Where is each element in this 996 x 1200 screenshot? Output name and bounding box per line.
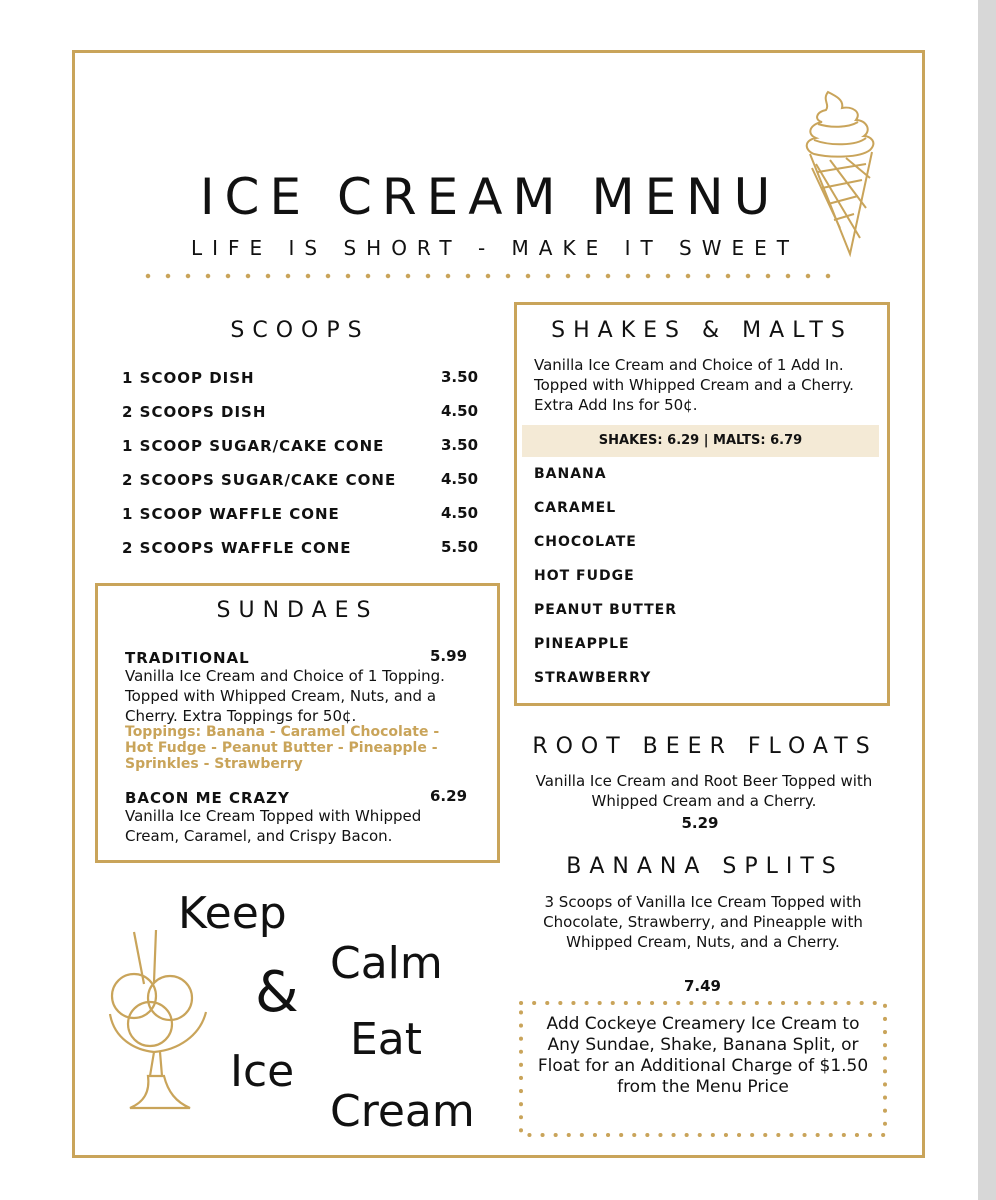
shakes-desc: Vanilla Ice Cream and Choice of 1 Add In. Topped with Whipped Cream and a Cherry. Extra Add Ins for 50¢. — [534, 356, 854, 414]
scoop-item-name: 1 SCOOP DISH — [122, 369, 255, 387]
keep-calm-text: Eat — [350, 1014, 423, 1065]
sundae-traditional-name: TRADITIONAL — [125, 649, 250, 667]
floats-title: ROOT BEER FLOATS — [532, 734, 878, 759]
shake-flavor: PINEAPPLE — [534, 636, 630, 652]
floats-price: 5.29 — [681, 814, 719, 832]
shake-flavor: HOT FUDGE — [534, 568, 635, 584]
shakes-price-bar: SHAKES: 6.29 | MALTS: 6.79 — [522, 425, 879, 457]
sundae-toppings-list: Toppings: Banana - Caramel Chocolate - Hot Fudge - Peanut Butter - Pineapple - Sprinkles - Strawberry — [125, 724, 440, 772]
keep-calm-text: Cream — [330, 1086, 475, 1137]
dotted-divider — [138, 272, 843, 280]
shake-flavor: BANANA — [534, 466, 607, 482]
splits-title: BANANA SPLITS — [566, 854, 844, 879]
splits-price: 7.49 — [683, 977, 721, 995]
shake-flavor: PEANUT BUTTER — [534, 602, 677, 618]
shake-flavor: CARAMEL — [534, 500, 617, 516]
scoop-item-price: 3.50 — [441, 436, 479, 454]
scoop-item-price: 4.50 — [441, 504, 479, 522]
sundae-bacon-price: 6.29 — [430, 787, 468, 805]
page-tagline: LIFE IS SHORT - MAKE IT SWEET — [190, 236, 800, 260]
addon-note: Add Cockeye Creamery Ice Cream to Any Sundae, Shake, Banana Split, or Float for an Additional Charge of $1.50 from the Menu Price — [537, 1014, 869, 1097]
keep-calm-text: Keep — [178, 888, 287, 939]
sundae-traditional-price: 5.99 — [430, 647, 468, 665]
scoops-title: SCOOPS — [230, 318, 370, 343]
scoop-item-name: 2 SCOOPS WAFFLE CONE — [122, 539, 352, 557]
scoop-item-price: 4.50 — [441, 470, 479, 488]
page-title: ICE CREAM MENU — [199, 168, 781, 226]
keep-calm-text: Ice — [230, 1046, 295, 1097]
scoop-item-name: 1 SCOOP SUGAR/CAKE CONE — [122, 437, 385, 455]
splits-desc: 3 Scoops of Vanilla Ice Cream Topped with Chocolate, Strawberry, and Pineapple with Whipped Cream, Nuts, and a Cherry. — [543, 893, 863, 951]
scrollbar-track[interactable] — [978, 0, 996, 1200]
keep-calm-text: & — [255, 960, 299, 1025]
sundae-bacon-desc: Vanilla Ice Cream Topped with Whipped Cream, Caramel, and Crispy Bacon. — [125, 807, 422, 845]
scoop-item-name: 2 SCOOPS SUGAR/CAKE CONE — [122, 471, 397, 489]
keep-calm-text: Calm — [330, 938, 443, 989]
shake-flavor: CHOCOLATE — [534, 534, 637, 550]
sundaes-title: SUNDAES — [216, 598, 379, 623]
sundae-glass-icon — [104, 926, 214, 1116]
scoop-item-price: 3.50 — [441, 368, 479, 386]
sundae-traditional-desc: Vanilla Ice Cream and Choice of 1 Topping. Topped with Whipped Cream, Nuts, and a Cherry. Extra Toppings for 50¢. — [125, 667, 445, 725]
scoop-item-price: 5.50 — [441, 538, 479, 556]
scoop-item-name: 1 SCOOP WAFFLE CONE — [122, 505, 340, 523]
scoop-item-price: 4.50 — [441, 402, 479, 420]
floats-desc: Vanilla Ice Cream and Root Beer Topped with Whipped Cream and a Cherry. — [535, 772, 873, 810]
shake-flavor: STRAWBERRY — [534, 670, 652, 686]
scoop-item-name: 2 SCOOPS DISH — [122, 403, 267, 421]
sundae-bacon-name: BACON ME CRAZY — [125, 789, 290, 807]
shakes-title: SHAKES & MALTS — [551, 318, 853, 343]
